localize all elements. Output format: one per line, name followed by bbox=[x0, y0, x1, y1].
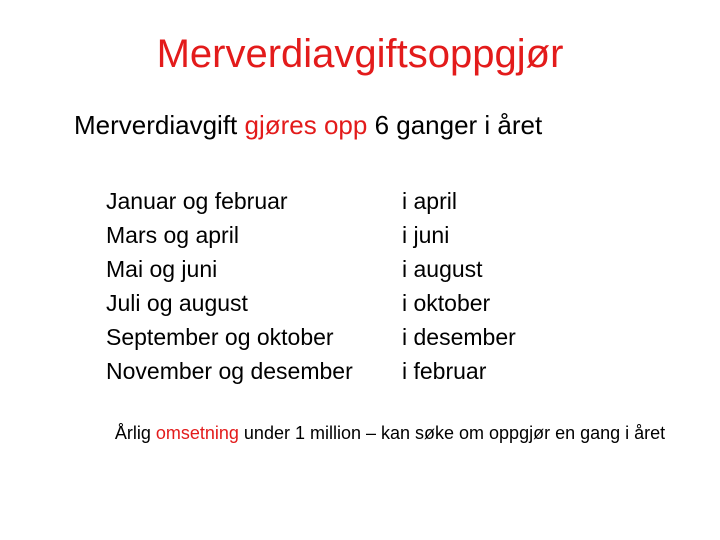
subtitle-text-start: Merverdiavgift bbox=[74, 110, 245, 140]
annual-turnover-note bbox=[95, 422, 685, 445]
period-list bbox=[106, 184, 353, 388]
subtitle bbox=[74, 108, 542, 142]
period-item: Januar og februar bbox=[106, 188, 288, 214]
period-item: Juli og august bbox=[106, 290, 248, 316]
due-item: i juni bbox=[402, 222, 450, 248]
period-item: November og desember bbox=[106, 358, 353, 384]
note-text-start: Årlig bbox=[114, 423, 156, 443]
period-item: Mai og juni bbox=[106, 256, 218, 282]
subtitle-highlight: gjøres opp bbox=[244, 110, 368, 140]
due-item: i oktober bbox=[402, 290, 491, 316]
due-list bbox=[402, 184, 516, 388]
subtitle-text-end: 6 ganger i året bbox=[367, 110, 543, 140]
slide-title: Merverdiavgiftsoppgjør bbox=[156, 32, 564, 76]
note-text-end: under 1 million – kan søke om oppgjør en gang i året bbox=[238, 423, 666, 443]
due-item: i februar bbox=[402, 358, 487, 384]
due-item: i desember bbox=[402, 324, 516, 350]
period-item: September og oktober bbox=[106, 324, 334, 350]
note-highlight: omsetning bbox=[155, 423, 239, 443]
period-item: Mars og april bbox=[106, 222, 239, 248]
due-item: i august bbox=[402, 256, 483, 282]
due-item: i april bbox=[402, 188, 457, 214]
